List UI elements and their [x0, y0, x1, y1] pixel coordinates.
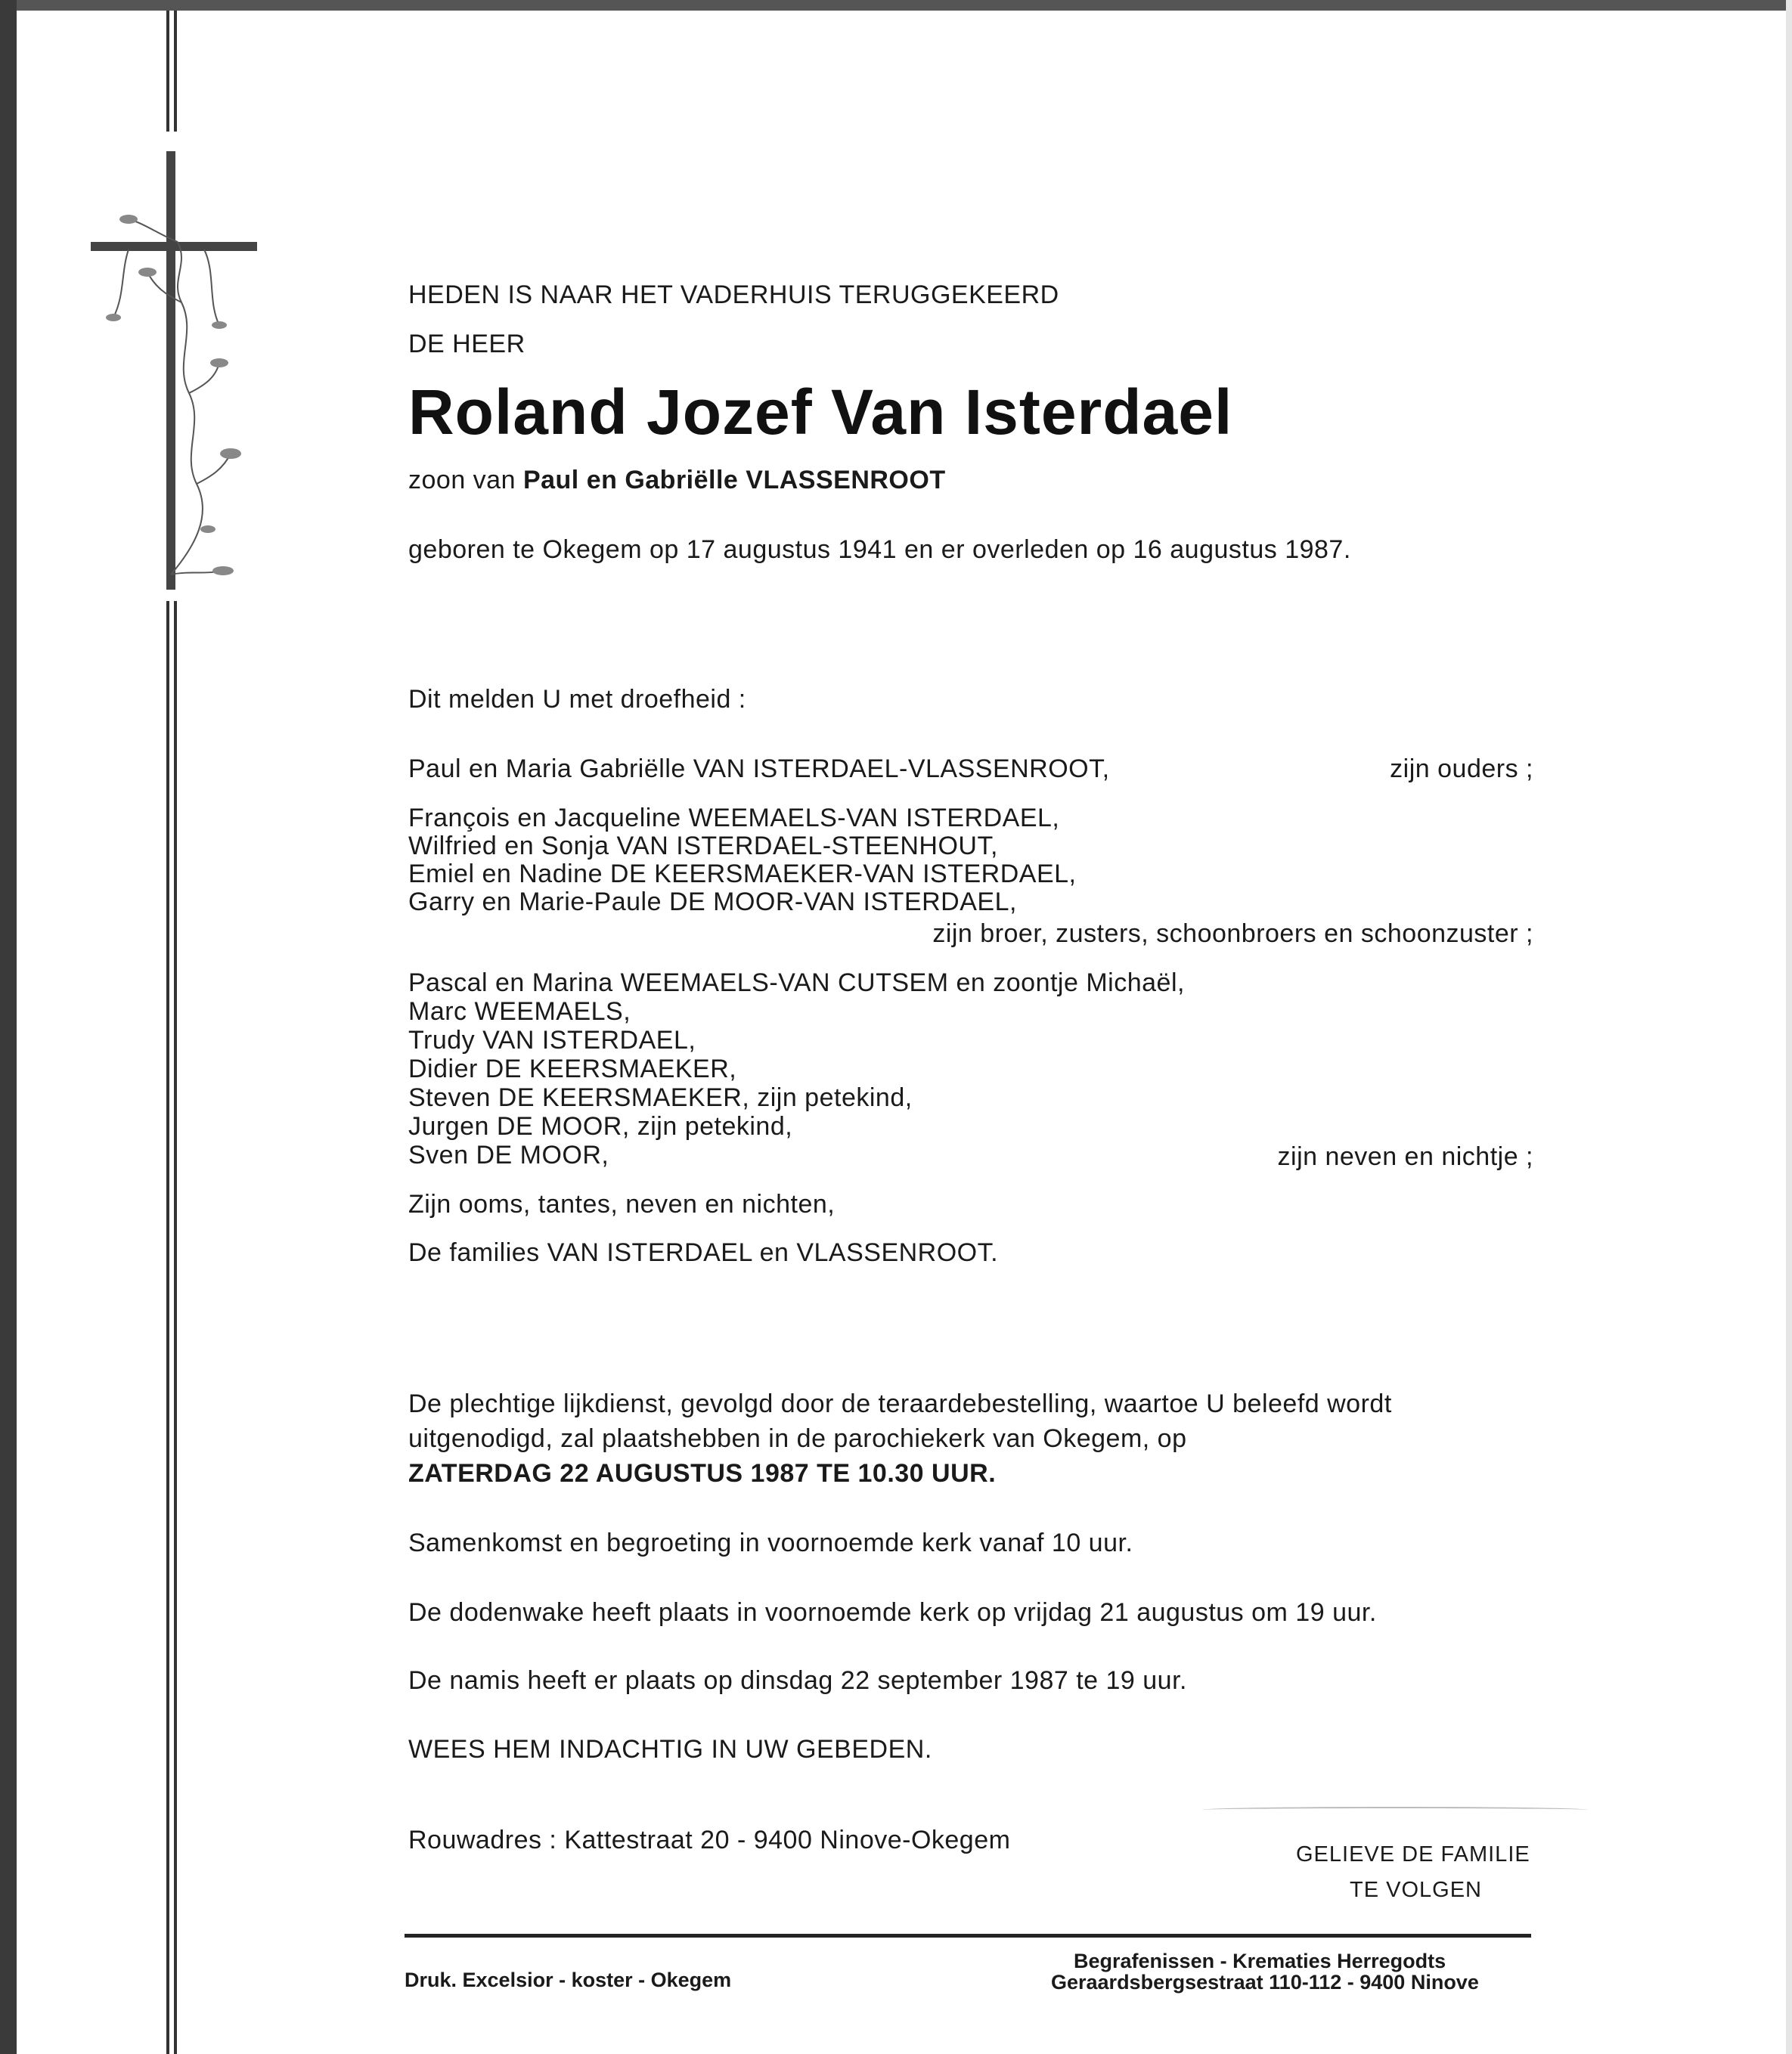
families-line: De families VAN ISTERDAEL en VLASSENROOT. — [408, 1238, 999, 1267]
sibling-line: François en Jacqueline WEEMAELS-VAN ISTERDAEL, — [408, 804, 1060, 832]
nephew-line: Marc WEEMAELS, — [408, 997, 631, 1026]
sibling-line: Garry en Marie-Paule DE MOOR-VAN ISTERDAEL, — [408, 888, 1017, 916]
parents-role: zijn ouders ; — [1390, 754, 1533, 783]
printer-credit: Druk. Excelsior - koster - Okegem — [405, 1969, 732, 1991]
vertical-rule-top — [166, 11, 177, 132]
nephew-line: Steven DE KEERSMAEKER, zijn petekind, — [408, 1083, 913, 1112]
funeral-home-line-2: Geraardsbergsestraat 110-112 - 9400 Ninove — [1051, 1971, 1479, 1994]
service-line-1: De plechtige lijkdienst, gevolgd door de teraardebestelling, waartoe U beleefd wordt — [408, 1389, 1392, 1418]
page-edge-top — [0, 0, 1792, 11]
sibling-line: Wilfried en Sonja VAN ISTERDAEL-STEENHOUT, — [408, 832, 998, 860]
service-line-2: uitgenodigd, zal plaatshebben in de parochiekerk van Okegem, op — [408, 1424, 1187, 1453]
nephew-line: Trudy VAN ISTERDAEL, — [408, 1026, 696, 1055]
wake-line: De dodenwake heeft plaats in voornoemde kerk op vrijdag 21 augustus om 19 uur. — [408, 1598, 1377, 1627]
header-line-1: HEDEN IS NAAR HET VADERHUIS TERUGGEKEERD — [408, 280, 1059, 309]
son-of-line — [408, 465, 946, 495]
service-date: ZATERDAG 22 AUGUSTUS 1987 TE 10.30 UUR. — [408, 1459, 997, 1488]
header-line-2: DE HEER — [408, 330, 526, 358]
follow-notice-line-2: TE VOLGEN — [1350, 1878, 1482, 1902]
announcement-intro: Dit melden U met droefheid : — [408, 685, 746, 714]
funeral-home-line-1: Begrafenissen - Krematies Herregodts — [1074, 1950, 1446, 1972]
follow-notice-line-1: GELIEVE DE FAMILIE — [1296, 1842, 1530, 1867]
cross-with-vine-icon — [83, 151, 265, 590]
extended-family-line: Zijn ooms, tantes, neven en nichten, — [408, 1190, 836, 1219]
deceased-name: Roland Jozef Van Isterdael — [408, 376, 1233, 448]
parents-name: Paul en Gabriëlle VLASSENROOT — [522, 466, 946, 494]
gathering-line: Samenkomst en begroeting in voornoemde kerk vanaf 10 uur. — [408, 1529, 1133, 1557]
son-of-prefix: zoon van — [408, 466, 516, 494]
vertical-rule-bottom — [166, 601, 177, 2054]
birth-death-line: geboren te Okegem op 17 augustus 1941 en er overleden op 16 augustus 1987. — [408, 535, 1351, 564]
prayer-line: WEES HEM INDACHTIG IN UW GEBEDEN. — [408, 1735, 932, 1764]
page-edge-right — [1786, 0, 1792, 2054]
nephew-line: Sven DE MOOR, — [408, 1141, 609, 1170]
mourning-address: Rouwadres : Kattestraat 20 - 9400 Ninove-Okegem — [408, 1826, 1011, 1854]
nephew-line: Didier DE KEERSMAEKER, — [408, 1055, 737, 1083]
nephew-line: Jurgen DE MOOR, zijn petekind, — [408, 1112, 793, 1141]
nephews-role: zijn neven en nichtje ; — [1277, 1142, 1533, 1171]
sibling-line: Emiel en Nadine DE KEERSMAEKER-VAN ISTERDAEL, — [408, 860, 1077, 888]
mass-line: De namis heeft er plaats op dinsdag 22 september 1987 te 19 uur. — [408, 1666, 1187, 1695]
parents-line: Paul en Maria Gabriëlle VAN ISTERDAEL-VLASSENROOT, — [408, 754, 1110, 783]
page-edge-left — [0, 0, 17, 2054]
siblings-role: zijn broer, zusters, schoonbroers en schoonzuster ; — [932, 919, 1533, 948]
nephew-line: Pascal en Marina WEEMAELS-VAN CUTSEM en zoontje Michaël, — [408, 968, 1185, 997]
notice-divider — [1202, 1807, 1588, 1813]
footer-rule — [405, 1934, 1531, 1938]
